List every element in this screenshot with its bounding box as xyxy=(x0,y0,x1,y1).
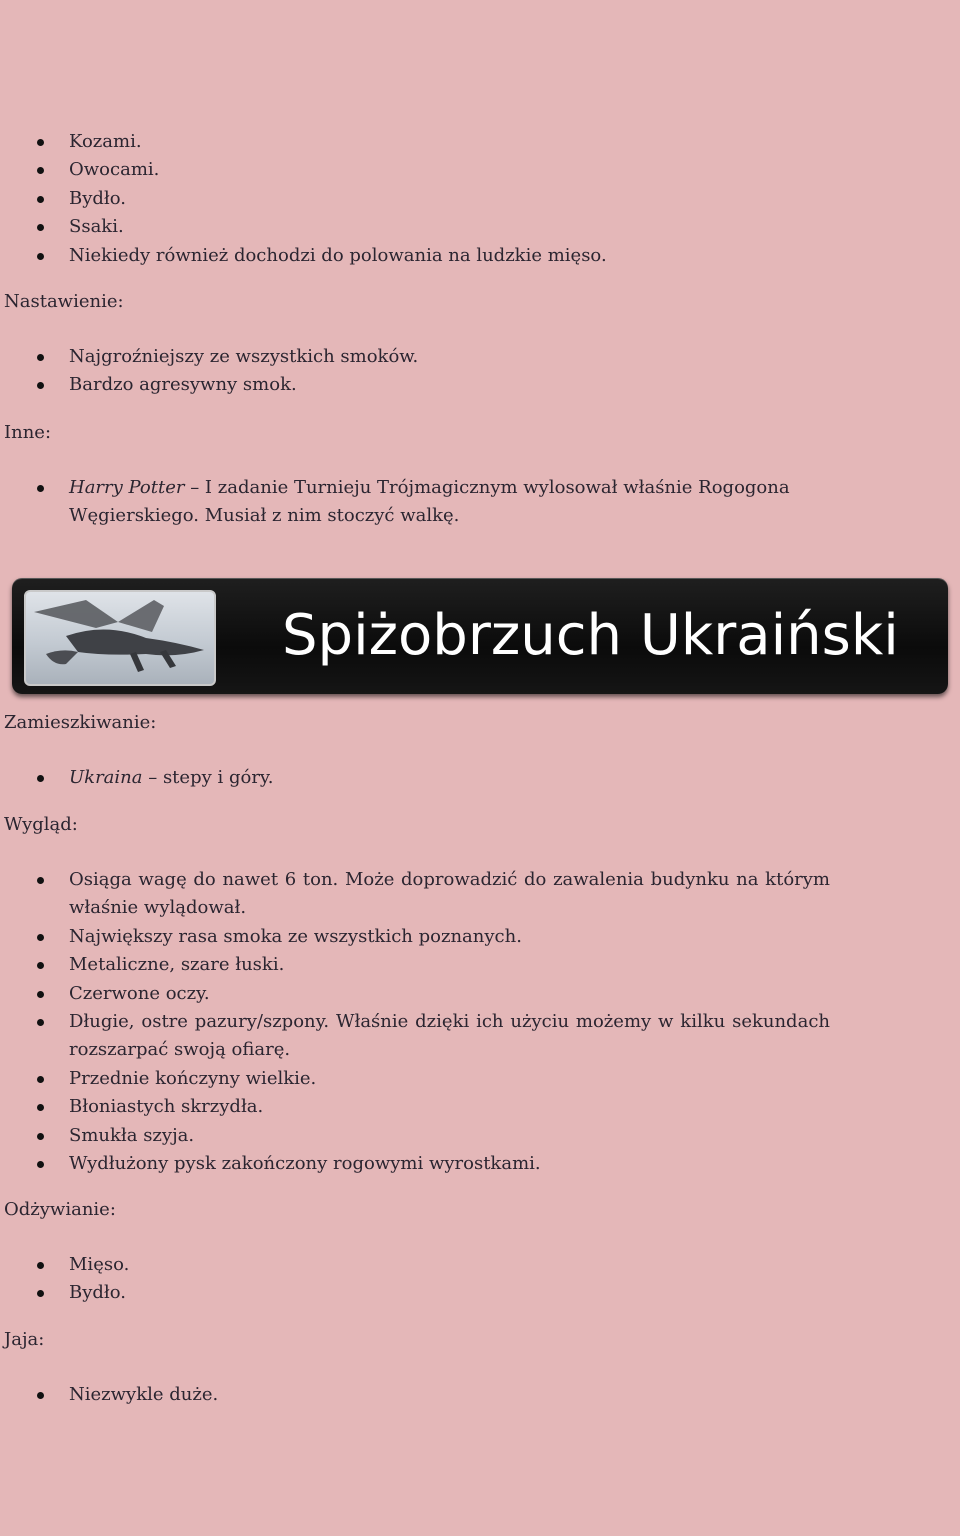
section-heading-jaja: Jaja: xyxy=(4,1329,45,1350)
dragon-silhouette-icon xyxy=(26,592,214,684)
list-item: Długie, ostre pazury/szpony. Właśnie dzięki ich użyciu możemy w kilku sekundach rozszarpać swoją ofiarę. xyxy=(0,1008,830,1065)
list-item: Czerwone oczy. xyxy=(0,980,830,1008)
list-item: Najgroźniejszy ze wszystkich smoków. xyxy=(0,343,830,371)
list-item: Bydło. xyxy=(0,185,830,213)
list-item xyxy=(0,474,830,531)
section-heading-wyglad: Wygląd: xyxy=(4,814,78,835)
wyglad-list xyxy=(0,866,830,1178)
list-item: Bydło. xyxy=(0,1279,830,1307)
list-item: Największy rasa smoka ze wszystkich poznanych. xyxy=(0,923,830,951)
dragon-name-title: Spiżobrzuch Ukraiński xyxy=(282,603,899,668)
list-item-text: – stepy i góry. xyxy=(142,767,274,788)
list-item: Ssaki. xyxy=(0,213,830,241)
list-item: Kozami. xyxy=(0,128,830,156)
list-item: Niekiedy również dochodzi do polowania na ludzkie mięso. xyxy=(0,242,830,270)
list-item: Wydłużony pysk zakończony rogowymi wyrostkami. xyxy=(0,1150,830,1178)
diet-list xyxy=(0,128,830,270)
list-item: Osiąga wagę do nawet 6 ton. Może doprowadzić do zawalenia budynku na którym właśnie wylądował. xyxy=(0,866,830,923)
section-heading-nastawienie: Nastawienie: xyxy=(4,291,124,312)
list-item-text: – I zadanie Turnieju Trójmagicznym wylosował właśnie Rogogona Węgierskiego. Musiał z nim stoczyć walkę. xyxy=(69,477,790,527)
inne-list xyxy=(0,474,830,531)
nastawienie-list xyxy=(0,343,830,400)
dragon-image xyxy=(24,590,216,686)
section-heading-zamieszkiwanie: Zamieszkiwanie: xyxy=(4,712,157,733)
list-item: Błoniastych skrzydła. xyxy=(0,1093,830,1121)
book-title: Harry Potter xyxy=(69,477,185,498)
list-item xyxy=(0,764,830,792)
list-item: Smukła szyja. xyxy=(0,1122,830,1150)
place-name: Ukraina xyxy=(69,767,143,788)
list-item: Mięso. xyxy=(0,1251,830,1279)
list-item: Niezwykle duże. xyxy=(0,1381,830,1409)
section-heading-inne: Inne: xyxy=(4,422,52,443)
list-item: Metaliczne, szare łuski. xyxy=(0,951,830,979)
list-item: Przednie kończyny wielkie. xyxy=(0,1065,830,1093)
jaja-list xyxy=(0,1381,830,1409)
list-item: Owocami. xyxy=(0,156,830,184)
odzywianie-list xyxy=(0,1251,830,1308)
list-item: Bardzo agresywny smok. xyxy=(0,371,830,399)
zamieszkiwanie-list xyxy=(0,764,830,792)
dragon-title-banner xyxy=(12,578,948,694)
section-heading-odzywianie: Odżywianie: xyxy=(4,1199,116,1220)
